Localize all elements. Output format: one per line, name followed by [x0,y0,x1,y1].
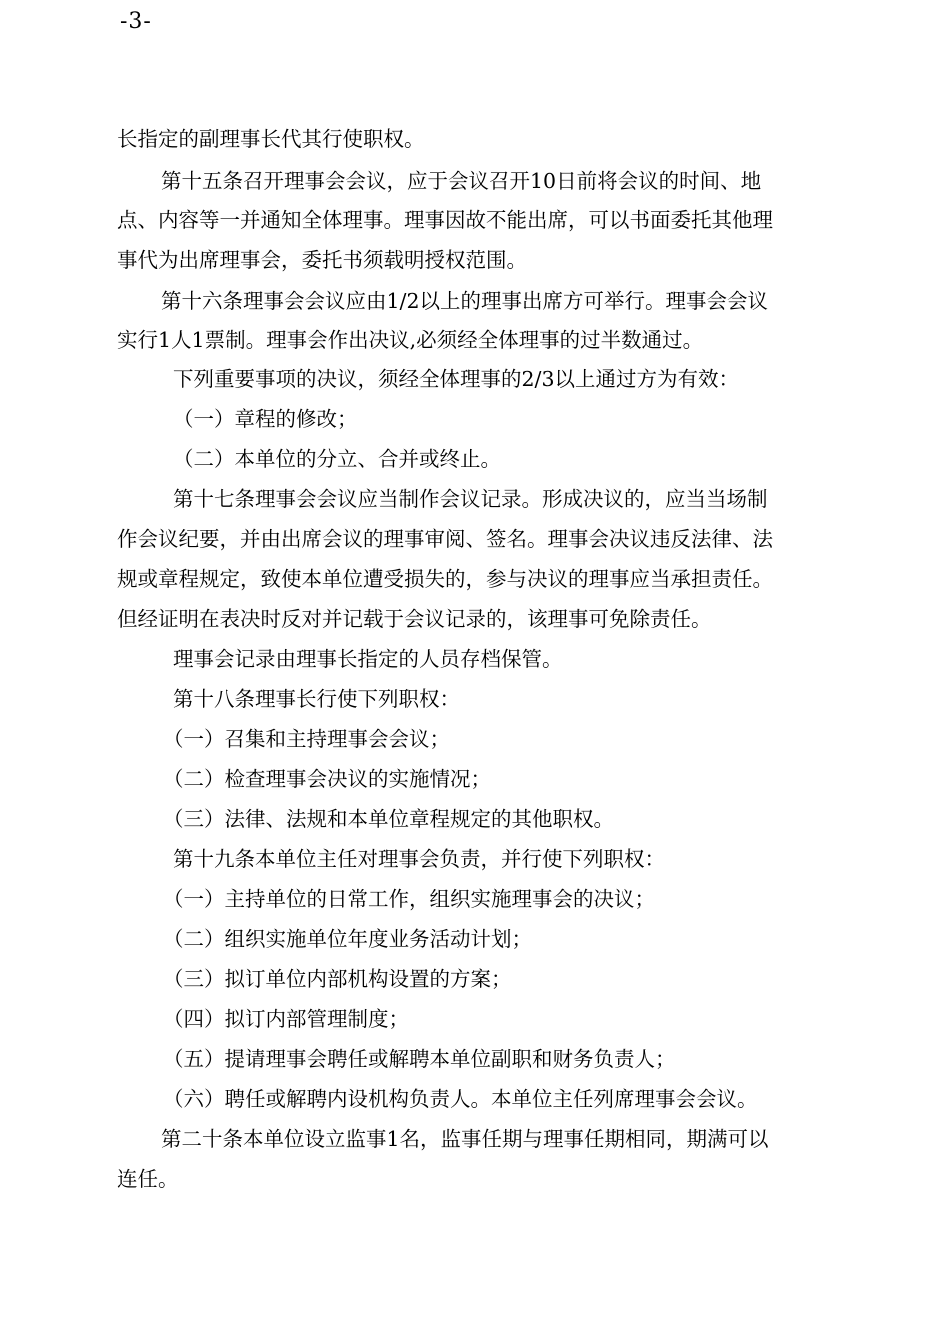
text-line: 但经证明在表决时反对并记载于会议记录的，该理事可免除责任。 [117,607,712,631]
text-line: 第十九条本单位主任对理事会负责，并行使下列职权： [173,847,665,871]
text-line: 点、内容等一并通知全体理事。理事因故不能出席，可以书面委托其他理 [117,208,773,232]
text-line: 规或章程规定，致使本单位遭受损失的，参与决议的理事应当承担责任。 [117,567,773,591]
text-line: （一）主持单位的日常工作，组织实施理事会的决议； [163,887,655,911]
text-line: 第二十条本单位设立监事1名，监事任期与理事任期相同，期满可以 [161,1127,769,1151]
page-number: -3- [120,9,152,34]
text-line: （三）拟订单位内部机构设置的方案； [163,967,512,991]
text-line: （一）召集和主持理事会会议； [163,727,450,751]
text-line: （六）聘任或解聘内设机构负责人。本单位主任列席理事会会议。 [163,1087,758,1111]
text-line: 第十五条召开理事会会议，应于会议召开10日前将会议的时间、地 [161,169,762,193]
text-line: （二）组织实施单位年度业务活动计划； [163,927,532,951]
text-line: 第十七条理事会会议应当制作会议记录。形成决议的，应当当场制 [173,487,768,511]
text-line: 长指定的副理事长代其行使职权。 [117,127,425,151]
text-line: 连任。 [117,1167,179,1191]
text-line: 下列重要事项的决议，须经全体理事的2/3以上通过方为有效： [173,367,739,391]
text-line: （二）检查理事会决议的实施情况； [163,767,491,791]
text-line: 理事会记录由理事长指定的人员存档保管。 [173,647,563,671]
text-line: 事代为出席理事会，委托书须载明授权范围。 [117,248,527,272]
text-line: （四）拟订内部管理制度； [163,1007,409,1031]
text-line: 实行1人1票制。理事会作出决议,必须经全体理事的过半数通过。 [117,328,704,352]
text-line: 第十八条理事长行使下列职权： [173,687,460,711]
text-line: 第十六条理事会会议应由1/2以上的理事出席方可举行。理事会会议 [161,289,768,313]
text-line: （二）本单位的分立、合并或终止。 [173,447,501,471]
text-line: （五）提请理事会聘任或解聘本单位副职和财务负责人； [163,1047,676,1071]
text-line: （三）法律、法规和本单位章程规定的其他职权。 [163,807,614,831]
text-line: 作会议纪要，并由出席会议的理事审阅、签名。理事会决议违反法律、法 [117,527,773,551]
text-line: （一）章程的修改； [173,407,358,431]
